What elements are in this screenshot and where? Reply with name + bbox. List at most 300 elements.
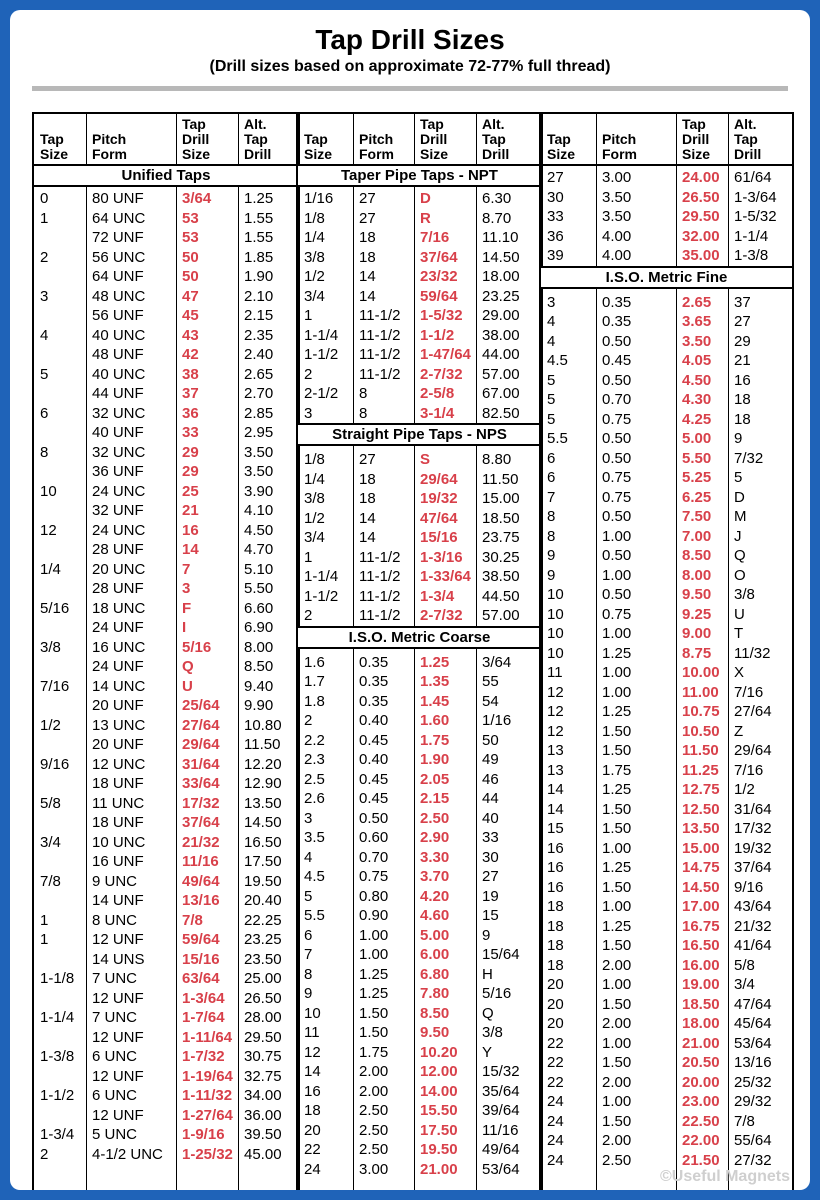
alt-tap-drill: 40 [482, 809, 499, 827]
pitch-form: 1.00 [602, 625, 632, 642]
tap-drill-size: 47/64 [420, 509, 458, 527]
table-row [34, 911, 298, 931]
alt-tap-drill: M [734, 508, 747, 525]
alt-tap-drill: 23.50 [244, 950, 282, 968]
pitch-form: 0.45 [359, 770, 389, 788]
alt-tap-drill: 21/32 [734, 917, 772, 935]
tap-drill-size: 23.00 [682, 1093, 720, 1110]
tap-drill-size: 7.00 [682, 527, 712, 545]
pitch-form: 27 [359, 209, 376, 227]
tap-drill-size: 9.50 [420, 1024, 450, 1041]
tap-drill-size: 45 [182, 307, 199, 324]
tap-drill-size: 10.00 [682, 664, 720, 681]
alt-tap-drill: 1.55 [244, 229, 274, 246]
table-row [298, 606, 541, 626]
pitch-form: 0.50 [602, 547, 632, 564]
alt-tap-drill: 1/2 [734, 781, 755, 798]
pitch-form: 2.00 [602, 956, 632, 974]
alt-tap-drill: 37 [734, 293, 751, 311]
pitch-form: 14 [359, 287, 376, 305]
alt-tap-drill: 13/16 [734, 1054, 772, 1071]
alt-tap-drill: 30.25 [482, 548, 520, 566]
table-row [34, 443, 298, 463]
tap-size: 10 [547, 625, 564, 642]
alt-tap-drill: 37/64 [734, 859, 772, 876]
alt-tap-drill: 1.55 [244, 209, 274, 227]
table-row [34, 813, 298, 833]
pitch-form: 11-1/2 [359, 568, 401, 585]
pitch-form: 18 [359, 229, 376, 246]
tap-drill-size: 31/64 [182, 755, 220, 773]
pitch-form: 12 UNF [92, 1106, 144, 1124]
alt-tap-drill: 35/64 [482, 1082, 520, 1100]
pitch-form: 11 UNC [92, 794, 145, 812]
alt-tap-drill: Y [482, 1043, 493, 1061]
tap-size: 5/8 [40, 794, 61, 812]
table-row [34, 950, 298, 970]
pitch-form: 1.00 [602, 1034, 632, 1052]
table-row [541, 1092, 792, 1112]
tap-size: 1-1/4 [304, 326, 339, 344]
pitch-form: 0.70 [602, 391, 632, 408]
pitch-form: 48 UNF [92, 346, 144, 363]
tap-size: 20 [547, 976, 564, 993]
alt-tap-drill: H [482, 965, 493, 983]
pitch-form: 6 UNC [92, 1087, 138, 1104]
tap-size: 2-1/2 [304, 385, 339, 402]
tap-drill-size: 9.00 [682, 625, 712, 642]
table-row [298, 1062, 541, 1082]
pitch-form: 0.75 [359, 868, 389, 885]
pitch-form: 0.35 [359, 653, 389, 671]
tap-drill-size: 33 [182, 424, 199, 441]
tap-drill-size: 15/16 [420, 529, 458, 546]
alt-tap-drill: 55/64 [734, 1132, 772, 1149]
tap-size: 1/8 [304, 451, 325, 468]
section-title: Taper Pipe Taps - NPT [298, 166, 541, 187]
tap-drill-size: 2.50 [420, 809, 450, 827]
pitch-form: 2.50 [359, 1141, 389, 1158]
tap-drill-size: 3 [182, 580, 191, 597]
table-row [298, 945, 541, 965]
tap-size: 6 [40, 404, 49, 422]
pitch-form: 2.50 [359, 1121, 389, 1139]
tap-size: 6 [547, 449, 556, 467]
tap-drill-size: 26.50 [682, 188, 720, 206]
alt-tap-drill: 5/16 [482, 985, 512, 1002]
alt-tap-drill: 32.75 [244, 1067, 282, 1085]
tap-drill-size: 33/64 [182, 775, 220, 792]
tap-size: 2.3 [304, 751, 325, 768]
table-row [541, 168, 792, 188]
tap-drill-size: 22.00 [682, 1132, 720, 1149]
tap-drill-size: S [420, 451, 431, 468]
table-row [34, 579, 298, 599]
tap-drill-size: 11.00 [682, 683, 719, 701]
pitch-form: 1.00 [359, 946, 389, 963]
tap-size: 3/8 [304, 248, 325, 266]
tap-size: 1/4 [40, 560, 61, 578]
section-title: I.S.O. Metric Fine [541, 266, 792, 289]
tap-drill-size: 29 [182, 443, 199, 461]
tap-drill-size: 4.30 [682, 391, 712, 408]
pitch-form: 0.40 [359, 712, 389, 729]
pitch-form: 1.00 [602, 527, 632, 545]
alt-tap-drill: 8.50 [244, 658, 274, 675]
table-row [541, 1053, 792, 1073]
tap-size: 11 [547, 664, 563, 681]
tap-drill-size: 21 [182, 502, 199, 519]
tap-drill-size: 5.50 [682, 449, 712, 467]
pitch-form: 1.50 [602, 800, 632, 818]
pitch-form: 14 [359, 529, 376, 546]
title-divider [32, 86, 788, 91]
tap-drill-size: 18.50 [682, 995, 720, 1013]
alt-tap-drill: 25/32 [734, 1073, 772, 1091]
tap-size: 13 [547, 761, 564, 779]
pitch-form: 6 UNC [92, 1048, 138, 1065]
pitch-form: 14 UNF [92, 892, 144, 909]
alt-tap-drill: 34.00 [244, 1087, 282, 1104]
tap-size: 8 [547, 508, 556, 525]
tap-drill-size: 42 [182, 346, 199, 363]
table-row [34, 677, 298, 697]
alt-tap-drill: 43/64 [734, 898, 772, 915]
tap-drill-size: 15.50 [420, 1102, 458, 1119]
table-row [298, 984, 541, 1004]
tap-drill-size: 14.00 [420, 1082, 458, 1100]
tap-size: 2.2 [304, 731, 325, 749]
pitch-form: 0.75 [602, 410, 632, 428]
pitch-form: 1.00 [602, 898, 632, 915]
pitch-form: 2.00 [602, 1015, 632, 1032]
alt-tap-drill: 5 [734, 469, 743, 486]
tap-drill-size: 1.75 [420, 731, 450, 749]
alt-tap-drill: 1-5/32 [734, 208, 777, 225]
table-row [541, 507, 792, 527]
tap-size: 33 [547, 208, 564, 225]
pitch-form: 14 [359, 268, 376, 285]
table-row [298, 1082, 541, 1102]
alt-tap-drill: 27 [734, 313, 751, 330]
table-row [541, 1131, 792, 1151]
pitch-form: 72 UNF [92, 229, 144, 246]
pitch-form: 1.25 [359, 985, 389, 1002]
pitch-form: 1.75 [359, 1043, 389, 1061]
tap-size: 30 [547, 188, 564, 206]
table-header [298, 114, 541, 166]
tap-size: 11 [304, 1024, 320, 1041]
alt-tap-drill: 6.90 [244, 619, 274, 636]
table-row [298, 470, 541, 490]
table-row [298, 306, 541, 326]
pitch-form: 1.50 [602, 1112, 632, 1130]
alt-tap-drill: 55 [482, 673, 499, 690]
table-row [541, 566, 792, 586]
pitch-form: 18 [359, 248, 376, 266]
alt-tap-drill: 4.70 [244, 541, 274, 558]
tap-size: 1-1/4 [304, 568, 339, 585]
alt-tap-drill: 5.50 [244, 580, 274, 597]
table-row [34, 657, 298, 677]
column-header: Alt. Tap Drill [734, 116, 762, 162]
pitch-form: 12 UNF [92, 1067, 144, 1085]
column-header: Pitch Form [602, 131, 637, 162]
tap-drill-size: 3.30 [420, 848, 450, 866]
pitch-form: 12 UNF [92, 931, 144, 948]
alt-tap-drill: 18.00 [482, 268, 520, 285]
alt-tap-drill: J [734, 527, 742, 545]
tap-drill-size: 3-1/4 [420, 404, 455, 422]
tap-size: 10 [547, 605, 564, 623]
pitch-form: 1.00 [602, 566, 632, 584]
tap-drill-size: 2.05 [420, 770, 450, 788]
column-header: Alt. Tap Drill [482, 116, 510, 162]
tap-drill-size: 21.50 [682, 1151, 720, 1169]
alt-tap-drill: 4.50 [244, 521, 274, 539]
tap-drill-size: 1-11/32 [182, 1087, 233, 1104]
pitch-form: 20 UNF [92, 736, 144, 753]
tap-size: 20 [547, 995, 564, 1013]
table-row [541, 956, 792, 976]
pitch-form: 1.25 [602, 859, 632, 876]
tap-size: 3/8 [304, 490, 325, 507]
alt-tap-drill: 9.90 [244, 697, 274, 714]
tap-size: 10 [304, 1004, 321, 1022]
table-row [541, 1112, 792, 1132]
tap-drill-size: 1-1/2 [420, 326, 455, 344]
table-row [541, 546, 792, 566]
copyright-watermark: ©Useful Magnets [659, 1168, 790, 1185]
tap-drill-size: 5.00 [420, 926, 450, 944]
table-row [34, 716, 298, 736]
alt-tap-drill: 53/64 [482, 1160, 520, 1178]
tap-drill-size: 8.00 [682, 566, 712, 584]
tap-drill-size: 15/16 [182, 950, 220, 968]
tap-size: 10 [547, 586, 564, 603]
alt-tap-drill: 2.65 [244, 365, 274, 383]
tap-drill-size: 35.00 [682, 247, 720, 264]
alt-tap-drill: 6.60 [244, 599, 274, 617]
tap-drill-size: 19.00 [682, 976, 720, 993]
table-row [541, 936, 792, 956]
tap-drill-size: 38 [182, 365, 199, 383]
alt-tap-drill: 29.00 [482, 307, 520, 324]
table-panel-2 [296, 112, 543, 1190]
tap-size: 1-1/8 [40, 970, 75, 987]
pitch-form: 0.80 [359, 887, 389, 905]
tap-size: 5/16 [40, 599, 70, 617]
pitch-form: 2.00 [359, 1063, 389, 1080]
table-row [34, 482, 298, 502]
tap-size: 13 [547, 742, 564, 759]
table-row [298, 867, 541, 887]
pitch-form: 64 UNF [92, 268, 144, 285]
table-row [298, 209, 541, 229]
alt-tap-drill: 26.50 [244, 989, 282, 1007]
tap-size: 5 [547, 371, 556, 389]
pitch-form: 1.50 [602, 995, 632, 1013]
table-row [34, 1028, 298, 1048]
tap-drill-size: 7/16 [420, 229, 450, 246]
pitch-form: 32 UNF [92, 502, 144, 519]
table-row [298, 828, 541, 848]
tap-size: 22 [547, 1073, 564, 1091]
tap-drill-size: 18.00 [682, 1015, 720, 1032]
table-row [541, 605, 792, 625]
alt-tap-drill: 50 [482, 731, 499, 749]
pitch-form: 12 UNF [92, 989, 144, 1007]
pitch-form: 0.35 [359, 673, 389, 690]
tap-size: 16 [547, 839, 564, 857]
alt-tap-drill: 7/16 [734, 761, 764, 779]
tap-size: 10 [547, 644, 564, 662]
tap-drill-size: 1.25 [420, 653, 450, 671]
pitch-form: 11-1/2 [359, 346, 401, 363]
tap-drill-size: 1-33/64 [420, 568, 471, 585]
table-row [298, 653, 541, 673]
tap-size: 1.7 [304, 673, 325, 690]
tap-size: 22 [547, 1034, 564, 1052]
alt-tap-drill: 9/16 [734, 878, 764, 896]
alt-tap-drill: 13.50 [244, 794, 282, 812]
tap-size: 1 [40, 209, 49, 227]
alt-tap-drill: 1-3/64 [734, 188, 777, 206]
tap-drill-size: 5.25 [682, 469, 712, 486]
pitch-form: 0.75 [602, 605, 632, 623]
pitch-form: 1.50 [602, 937, 632, 954]
tap-size: 5 [547, 410, 556, 428]
pitch-form: 56 UNF [92, 307, 144, 324]
tap-size: 1 [40, 931, 49, 948]
tap-drill-size: 24.00 [682, 169, 720, 186]
alt-tap-drill: 9.40 [244, 677, 274, 695]
pitch-form: 1.00 [602, 839, 632, 857]
pitch-form: 1.50 [359, 1004, 389, 1022]
tap-size: 9 [547, 566, 556, 584]
alt-tap-drill: 15/32 [482, 1063, 520, 1080]
tap-size: 39 [547, 247, 564, 264]
table-row [34, 872, 298, 892]
table-row [298, 672, 541, 692]
tap-drill-size: 6.25 [682, 488, 712, 506]
table-row [34, 618, 298, 638]
tap-drill-size: 29 [182, 463, 199, 480]
tap-size: 18 [547, 917, 564, 935]
pitch-form: 48 UNC [92, 287, 146, 305]
table-row [541, 207, 792, 227]
tap-size: 1/2 [40, 716, 61, 734]
tap-size: 1/2 [304, 268, 325, 285]
alt-tap-drill: 1.90 [244, 268, 274, 285]
tap-size: 1/8 [304, 209, 325, 227]
alt-tap-drill: Q [482, 1004, 494, 1022]
pitch-form: 0.50 [359, 809, 389, 827]
pitch-form: 80 UNF [92, 190, 144, 207]
table-row [541, 371, 792, 391]
tap-drill-size: 29.50 [682, 208, 720, 225]
table-row [298, 1160, 541, 1180]
tap-drill-size: 50 [182, 268, 199, 285]
tap-size: 20 [304, 1121, 321, 1139]
tap-size: 24 [547, 1151, 564, 1169]
tap-drill-size: D [420, 190, 431, 207]
section-title: Straight Pipe Taps - NPS [298, 423, 541, 446]
pitch-form: 0.50 [602, 371, 632, 389]
pitch-form: 14 [359, 509, 376, 527]
tap-drill-size: 14.75 [682, 859, 720, 876]
pitch-form: 5 UNC [92, 1126, 138, 1143]
tap-drill-size: 25/64 [182, 697, 220, 714]
pitch-form: 11-1/2 [359, 607, 401, 624]
pitch-form: 27 [359, 451, 376, 468]
pitch-form: 18 UNF [92, 775, 144, 792]
tap-size: 12 [547, 683, 564, 701]
tap-size: 6 [304, 926, 313, 944]
pitch-form: 11-1/2 [359, 326, 401, 344]
alt-tap-drill: 1/16 [482, 712, 512, 729]
table-row [541, 293, 792, 313]
table-row [34, 306, 298, 326]
tap-size: 5 [40, 365, 49, 383]
column-header: Tap Drill Size [420, 116, 449, 162]
alt-tap-drill: 57.00 [482, 365, 520, 383]
alt-tap-drill: 38.50 [482, 568, 520, 585]
table-row [34, 521, 298, 541]
table-row [298, 965, 541, 985]
tap-drill-size: 2-5/8 [420, 385, 455, 402]
pitch-form: 44 UNF [92, 385, 144, 402]
pitch-form: 7 UNC [92, 1009, 138, 1026]
tap-drill-size: 59/64 [420, 287, 458, 305]
tap-drill-size: 12.00 [420, 1063, 458, 1080]
tap-size: 2 [304, 365, 313, 383]
tap-drill-size: 2.15 [420, 790, 450, 807]
tap-drill-size: 3/64 [182, 190, 212, 207]
alt-tap-drill: 3/8 [734, 586, 755, 603]
pitch-form: 1.50 [602, 820, 632, 837]
alt-tap-drill: 9 [482, 926, 491, 944]
table-row [541, 246, 792, 266]
tap-drill-size: 9.50 [682, 586, 712, 603]
pitch-form: 2.00 [602, 1073, 632, 1091]
table-row [34, 696, 298, 716]
alt-tap-drill: T [734, 625, 744, 642]
table-row [541, 227, 792, 247]
tap-size: 1-3/4 [40, 1126, 75, 1143]
pitch-form: 36 UNF [92, 463, 144, 480]
alt-tap-drill: 57.00 [482, 607, 520, 624]
table-row [34, 287, 298, 307]
pitch-form: 40 UNC [92, 365, 146, 383]
table-row [34, 794, 298, 814]
tap-size: 2.5 [304, 770, 325, 788]
pitch-form: 0.75 [602, 469, 632, 486]
tap-drill-size: 47 [182, 287, 199, 305]
tap-drill-size: 1-47/64 [420, 346, 471, 363]
tap-size: 1/4 [304, 229, 325, 246]
pitch-form: 2.50 [602, 1151, 632, 1169]
pitch-form: 1.50 [602, 722, 632, 740]
tap-size: 12 [547, 722, 564, 740]
table-row [298, 384, 541, 404]
alt-tap-drill: 3.50 [244, 443, 274, 461]
table-row [541, 312, 792, 332]
tap-size: 24 [304, 1160, 321, 1178]
pitch-form: 1.00 [602, 664, 632, 681]
table-row [298, 326, 541, 346]
tap-drill-size: 16 [182, 521, 199, 539]
